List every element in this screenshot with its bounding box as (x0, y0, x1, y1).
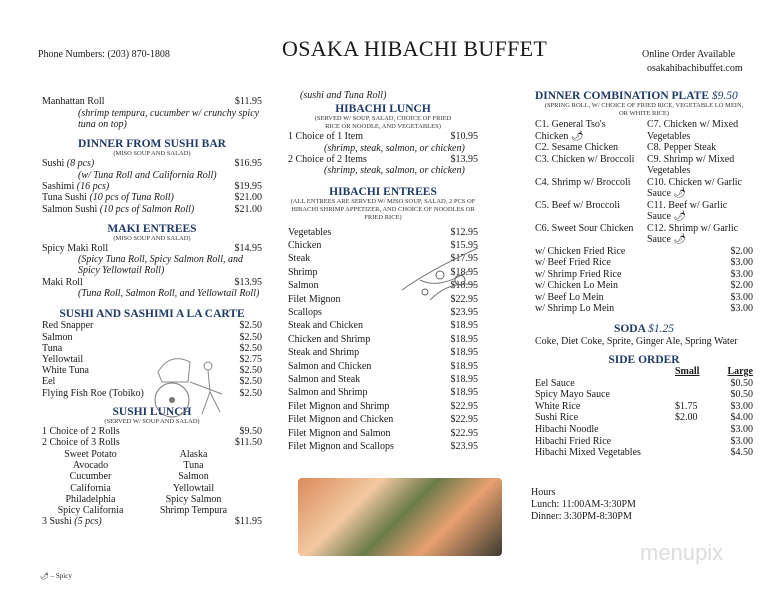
roll-choice: Salmon (178, 471, 209, 483)
item-price: $18.95 (450, 266, 478, 278)
item-label: Filet Mignon and Chicken (288, 414, 394, 426)
item-label: Eel (42, 376, 56, 388)
item-label: Filet Mignon and Scallops (288, 441, 394, 453)
roll-choice: Avocado (72, 460, 109, 472)
section-title: SUSHI LUNCH (112, 405, 192, 418)
small-price (675, 436, 725, 448)
item-description: (w/ Tuna Roll and California Roll) (78, 169, 217, 181)
section-title: MAKI ENTREES (107, 222, 197, 235)
menu-item (42, 277, 262, 289)
item-label: Scallops (288, 307, 322, 319)
large-price: $0.50 (730, 389, 753, 401)
menu-item (42, 158, 262, 170)
item-note: (10 pcs of Salmon Roll) (99, 203, 195, 215)
item-price: $11.95 (234, 96, 262, 107)
menu-item (42, 332, 262, 343)
item-name (42, 204, 235, 216)
menu-item (288, 154, 478, 166)
large-price: $4.00 (730, 412, 753, 424)
item-note: (16 pcs) (76, 180, 110, 192)
item-price: $2.50 (239, 320, 262, 332)
item-label: Vegetables (288, 226, 332, 238)
large-price: $3.00 (730, 435, 753, 447)
left-column (42, 96, 262, 528)
item-price: $12.95 (450, 226, 478, 238)
item-price: $18.95 (450, 320, 478, 332)
menu-item (288, 360, 478, 373)
small-price (675, 378, 725, 390)
item-price: $3.00 (730, 303, 753, 315)
section-subtitle: (SERVED W/ SOUP AND SALAD) (104, 417, 200, 425)
menu-item (42, 437, 262, 449)
item-price: $18.95 (450, 347, 478, 359)
item-price: $11.50 (234, 437, 262, 449)
item-label: w/ Chicken Fried Rice (535, 245, 626, 257)
soda-title: SODA (613, 323, 646, 336)
item-name (288, 154, 451, 166)
roll-choice: Sweet Potato (64, 448, 117, 460)
item-name (42, 320, 240, 331)
combo-item: C4. Shrimp w/ Broccoli (535, 176, 631, 188)
roll-choice: Tuna (183, 460, 204, 472)
combo-extra (535, 280, 753, 292)
menu-item (288, 319, 478, 332)
section-title: SIDE ORDER (608, 354, 680, 367)
item-price: $3.00 (730, 257, 753, 269)
spicy-legend-text: – Spicy (50, 572, 72, 580)
item-name (42, 192, 235, 204)
large-price: $4.50 (730, 447, 753, 459)
item-name (42, 243, 235, 255)
section-subtitle: (SERVED W/ SOUP, SALAD, CHOICE OF FRIED RICE OR NOODLE, AND VEGETABLES) (314, 115, 452, 130)
item-price: $23.95 (450, 441, 478, 453)
hours (531, 487, 753, 523)
item-name (535, 257, 731, 269)
item-name (535, 246, 731, 258)
menu-item (42, 181, 262, 193)
section-subtitle: (MISO SOUP AND SALAD) (113, 234, 191, 242)
item-price: $3.00 (730, 268, 753, 280)
hours-title: Hours (531, 486, 556, 498)
combo-list (535, 119, 753, 246)
menu-item (288, 131, 478, 143)
menu-item (288, 333, 478, 346)
item-price: $2.50 (239, 342, 262, 354)
item-price: $2.50 (239, 376, 262, 388)
item-label: w/ Chicken Lo Mein (535, 280, 619, 292)
item-name: Spicy Mayo Sauce (535, 389, 610, 401)
menu-item (288, 386, 478, 399)
item-price: $10.95 (450, 131, 478, 142)
item-label: Steak (288, 253, 311, 265)
item-price: $2.75 (239, 353, 262, 365)
menu-item (42, 192, 262, 204)
item-name (42, 437, 235, 449)
item-name (42, 277, 235, 289)
combo-extra (535, 257, 753, 269)
pepper-icon: 🌶 (40, 572, 49, 580)
item-name (288, 373, 451, 386)
small-price: $2.00 (675, 412, 698, 424)
item-note: (10 pcs of Tuna Roll) (89, 192, 174, 204)
combo-item: C5. Beef w/ Broccoli (535, 199, 620, 211)
item-label: Tuna Sushi (42, 192, 87, 204)
item-price: $23.95 (450, 307, 478, 319)
blossom-branch-illustration (400, 240, 480, 310)
item-price: $18.95 (450, 387, 478, 399)
item-price: $14.95 (234, 242, 262, 254)
restaurant-title: OSAKA HIBACHI BUFFET (282, 36, 548, 61)
item-name (288, 400, 451, 413)
section-title (535, 90, 753, 102)
item-name (288, 440, 451, 453)
item-label: Steak and Chicken (288, 320, 363, 332)
item-label: Red Snapper (42, 320, 94, 332)
section-title: HIBACHI LUNCH (335, 103, 431, 115)
item-label: w/ Shrimp Lo Mein (535, 303, 615, 315)
item-label: 1 Choice of 1 Item (288, 131, 363, 142)
item-name: Hibachi Fried Rice (535, 435, 612, 447)
website-url[interactable]: osakahibachibuffet.com (647, 63, 743, 74)
menu-item (288, 346, 478, 359)
item-name (535, 280, 731, 292)
item-price: $22.95 (450, 427, 478, 439)
roll-choice: California (70, 482, 111, 494)
item-price: $21.00 (234, 192, 262, 204)
soda-list: Coke, Diet Coke, Sprite, Ginger Ale, Spring Water (535, 336, 738, 348)
item-name (42, 96, 235, 108)
note: (sushi and Tuna Roll) (300, 90, 387, 101)
roll-choice: Philadelphia (65, 493, 116, 505)
section-title: DINNER FROM SUSHI BAR (78, 138, 226, 150)
side-order-item (535, 378, 753, 390)
item-label: Filet Mignon and Shrimp (288, 400, 390, 412)
item-price: $18.95 (450, 360, 478, 372)
item-price: $11.95 (234, 516, 262, 528)
item-label: 2 Choice of 2 Items (288, 153, 367, 165)
item-label: Shrimp (288, 266, 318, 278)
item-label: Sashimi (42, 180, 75, 192)
combo-item: C12. Shrimp w/ Garlic Sauce 🌶 (647, 222, 739, 245)
small-price: $1.75 (675, 400, 698, 412)
item-description: (shrimp, steak, salmon, or chicken) (324, 142, 465, 154)
item-label: Filet Mignon (288, 293, 341, 305)
section-subtitle: (ALL ENTREES ARE SERVED W/ MISO SOUP, SALAD, 2 PCS OF HIBACHI SHRIMP APPETIZER, AND CHOICE OF NOODLES OR FRIED RICE) (290, 197, 476, 221)
item-description: (shrimp, steak, salmon, or chicken) (324, 165, 465, 177)
item-name (42, 516, 235, 528)
menu-item (288, 440, 478, 453)
item-name (535, 292, 731, 304)
item-name (288, 427, 451, 440)
combo-item: C7. Chicken w/ Mixed Vegetables (647, 119, 739, 142)
item-name (288, 319, 451, 332)
item-price: $19.95 (234, 180, 262, 192)
item-price: $18.95 (450, 280, 478, 292)
roll-choice: Cucumber (69, 471, 112, 483)
combo-item: C3. Chicken w/ Broccoli (535, 153, 635, 165)
side-order-item (535, 389, 753, 401)
roll-choice: Alaska (179, 448, 208, 460)
item-name (288, 413, 451, 426)
section-title: SUSHI AND SASHIMI A LA CARTE (59, 308, 245, 321)
section-subtitle: (MISO SOUP AND SALAD) (113, 150, 191, 157)
item-price: $21.00 (234, 203, 262, 215)
roll-choices (42, 449, 262, 516)
side-order-item (535, 436, 753, 448)
item-label: 2 Choice of 3 Rolls (42, 437, 120, 449)
item-label: w/ Shrimp Fried Rice (535, 268, 622, 280)
item-name (288, 226, 451, 239)
item-label: Salmon and Steak (288, 374, 361, 386)
menu-item (288, 226, 478, 239)
item-name (288, 333, 451, 346)
large-header: Large (727, 366, 753, 378)
side-order-item (535, 412, 753, 424)
item-price: $2.50 (239, 331, 262, 343)
item-name: White Rice (535, 400, 581, 412)
item-label: Tuna (42, 342, 63, 354)
phone-number: Phone Numbers: (203) 870-1808 (38, 49, 170, 60)
item-note: (8 pcs) (66, 158, 95, 169)
item-name: Hibachi Mixed Vegetables (535, 447, 641, 459)
sushi-platter-photo (298, 478, 502, 556)
item-price: $16.95 (234, 158, 262, 169)
menu-item (42, 243, 262, 255)
item-price: $2.50 (239, 365, 262, 377)
item-price: $9.50 (239, 425, 262, 437)
side-order-item (535, 447, 753, 459)
combo-price: $9.50 (711, 90, 738, 102)
menu-item (288, 400, 478, 413)
combo-item: C10. Chicken w/ Garlic Sauce 🌶 (647, 176, 742, 199)
item-name: Hibachi Noodle (535, 424, 599, 436)
combo-item: C11. Beef w/ Garlic Sauce 🌶 (647, 199, 728, 222)
combo-extra (535, 246, 753, 258)
hours-lunch: Lunch: 11:00AM-3:30PM (531, 498, 636, 510)
small-header: Small (675, 366, 700, 378)
small-price (675, 424, 725, 436)
large-price: $3.00 (730, 424, 753, 436)
small-price (675, 389, 725, 401)
item-label: White Tuna (42, 365, 89, 377)
item-price: $18.95 (450, 333, 478, 345)
menu-item (42, 204, 262, 216)
item-label: Salmon (288, 280, 319, 292)
item-label: w/ Beef Lo Mein (535, 291, 604, 303)
item-description: (Spicy Tuna Roll, Spicy Salmon Roll, and Spicy Yellowtail Roll) (78, 254, 243, 277)
item-label: Salmon and Chicken (288, 360, 372, 372)
item-price: $17.95 (450, 253, 478, 265)
item-price: $13.95 (450, 153, 478, 165)
item-label: Salmon and Shrimp (288, 387, 368, 399)
combo-item: C8. Pepper Steak (647, 142, 717, 153)
item-label: Salmon (42, 331, 73, 343)
item-label: Spicy Maki Roll (42, 242, 109, 254)
item-label: Steak and Shrimp (288, 347, 360, 359)
roll-choice: Spicy California (57, 505, 124, 516)
item-name (288, 346, 451, 359)
item-name (42, 426, 240, 438)
item-name (42, 181, 235, 193)
item-price: $22.95 (450, 400, 478, 412)
menu-item (288, 427, 478, 440)
combo-extra (535, 303, 753, 315)
combo-extra (535, 269, 753, 281)
combo-item: C1. General Tso's Chicken 🌶 (535, 119, 606, 142)
roll-choice: Shrimp Tempura (159, 505, 228, 516)
item-label: 1 Choice of 2 Rolls (42, 425, 120, 437)
spacer (535, 366, 675, 378)
item-label: Chicken (288, 240, 322, 251)
soda-price: $1.25 (648, 323, 675, 336)
right-column (531, 90, 753, 523)
combo-item: C2. Sesame Chicken (535, 142, 619, 153)
item-price: $22.95 (450, 293, 478, 305)
item-price: $15.95 (450, 240, 478, 251)
combo-item: C9. Shrimp w/ Mixed Vegetables (647, 153, 735, 176)
section-title: HIBACHI ENTREES (329, 185, 437, 198)
menu-item (288, 413, 478, 426)
item-price: $13.95 (234, 276, 262, 288)
item-name (535, 303, 731, 315)
item-label: Yellowtail (42, 353, 84, 365)
item-name: Eel Sauce (535, 377, 575, 389)
item-note: (5 pcs) (74, 516, 102, 528)
item-price: $2.00 (730, 280, 753, 292)
item-price: $3.00 (730, 291, 753, 303)
section-title (535, 323, 753, 335)
item-label: Chicken and Shrimp (288, 333, 371, 345)
large-price: $0.50 (730, 377, 753, 389)
side-order-item (535, 424, 753, 436)
item-label: Salmon Sushi (42, 203, 98, 215)
watermark: menupix (640, 540, 724, 565)
item-price: $2.50 (239, 387, 262, 399)
combo-extra (535, 292, 753, 304)
item-name (42, 158, 235, 170)
menu-item (288, 373, 478, 386)
item-name: Sushi Rice (535, 412, 579, 424)
item-description: (Tuna Roll, Salmon Roll, and Yellowtail Roll) (78, 288, 260, 300)
roll-choice: Yellowtail (172, 482, 215, 494)
combo-item: C6. Sweet Sour Chicken (535, 222, 634, 234)
online-order-note: Online Order Available (642, 49, 736, 60)
item-label: Filet Mignon and Salmon (288, 427, 391, 439)
menu-item (42, 426, 262, 438)
item-label: Flying Fish Roe (Tobiko) (42, 387, 144, 399)
item-label: Maki Roll (42, 276, 83, 288)
item-label: Sushi (42, 158, 65, 169)
large-price: $3.00 (730, 400, 753, 412)
side-order-header (535, 366, 753, 378)
item-name (288, 360, 451, 373)
item-name (288, 386, 451, 399)
hours-dinner: Dinner: 3:30PM-8:30PM (531, 510, 632, 522)
small-price (675, 447, 725, 459)
item-label: w/ Beef Fried Rice (535, 257, 611, 269)
side-order-item (535, 401, 753, 413)
menu-item (42, 320, 262, 331)
item-price: $2.00 (730, 245, 753, 257)
section-subtitle: (SPRING ROLL, W/ CHOICE OF FRIED RICE, VEGETABLE LO MEIN, OR WHITE RICE) (544, 102, 744, 117)
item-price: $18.95 (450, 374, 478, 386)
item-description: (shrimp tempura, cucumber w/ crunchy spicy tuna on top) (78, 107, 260, 130)
item-price: $22.95 (450, 414, 478, 426)
item-label: 3 Sushi (42, 516, 72, 528)
spicy-legend (40, 572, 72, 580)
menu-item (42, 96, 262, 108)
menu-item (42, 516, 262, 528)
item-name (288, 131, 451, 143)
item-label: Manhattan Roll (42, 96, 105, 107)
combo-title: DINNER COMBINATION PLATE (535, 90, 710, 102)
roll-choice: Spicy Salmon (165, 493, 222, 505)
item-name (535, 269, 731, 281)
rickshaw-illustration (150, 352, 230, 420)
item-name (42, 332, 240, 343)
